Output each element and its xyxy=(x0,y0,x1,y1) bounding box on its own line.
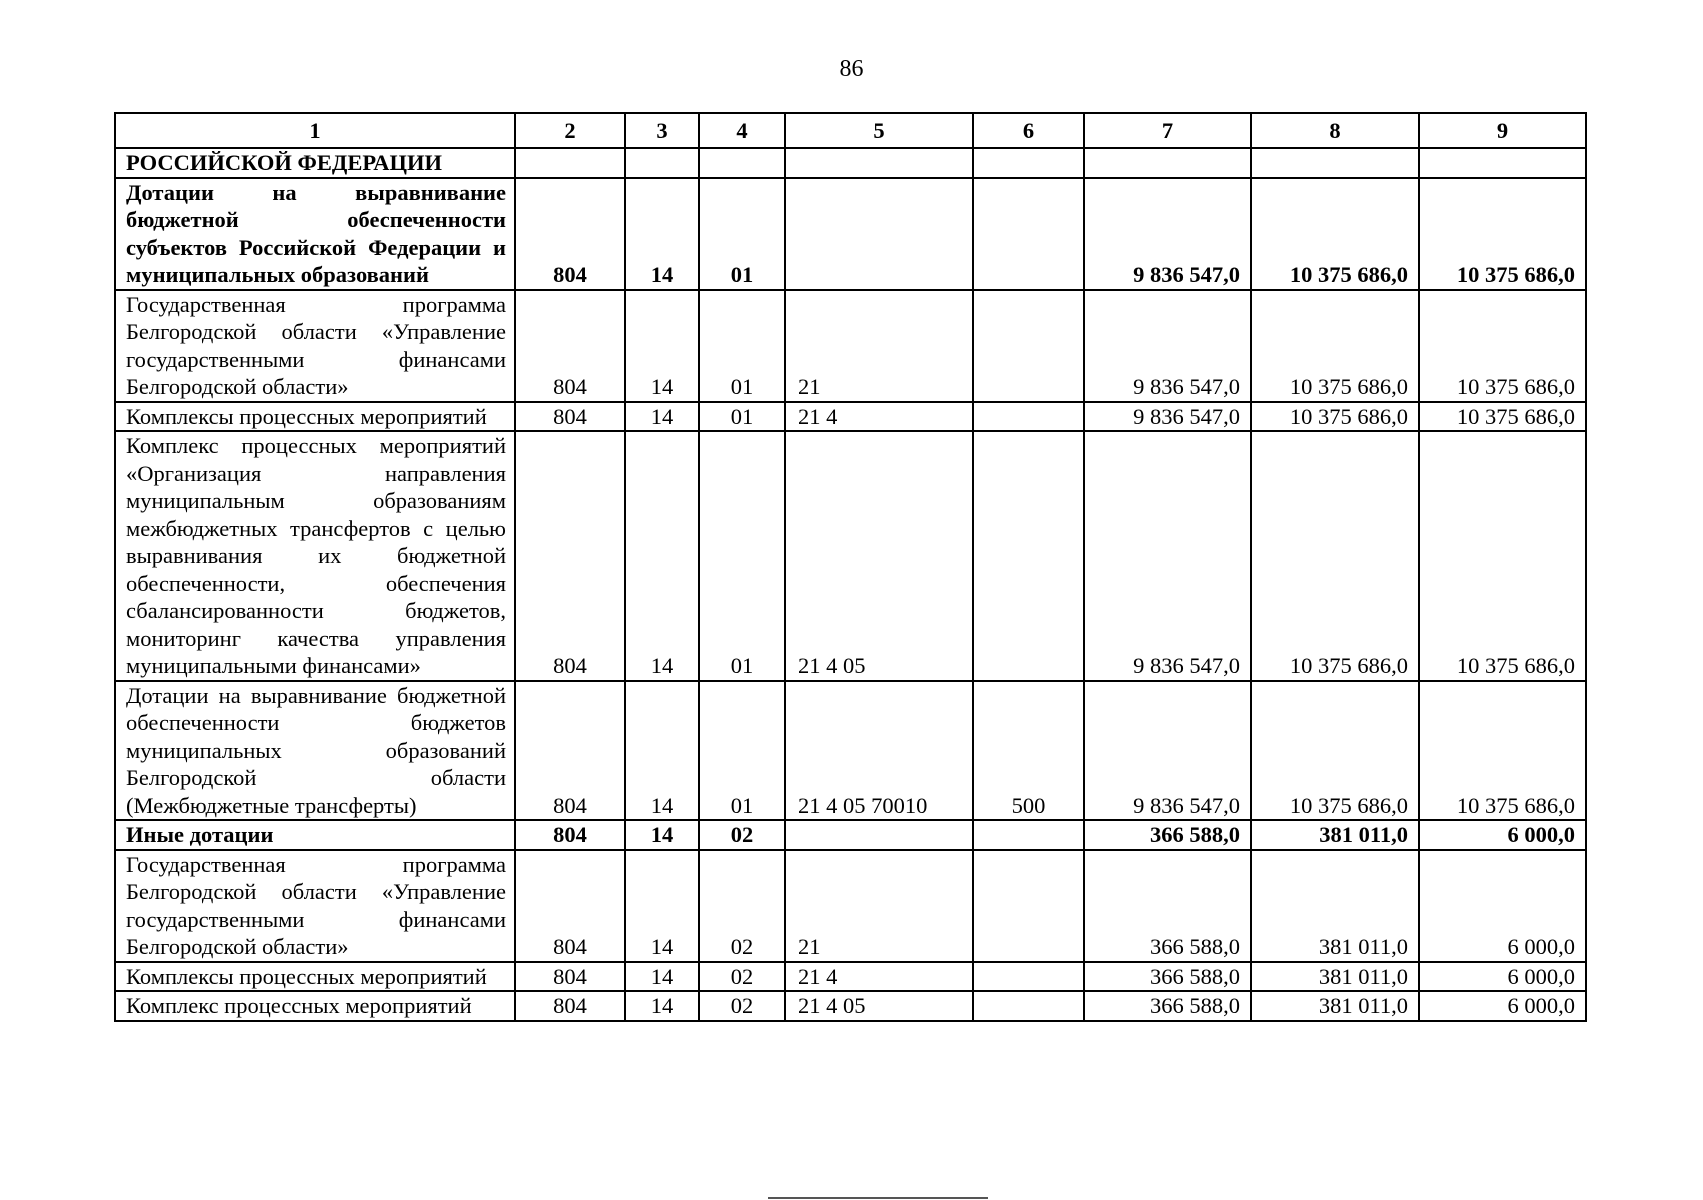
cell-name: Комплексы процессных мероприятий xyxy=(115,962,515,992)
cell-name: Иные дотации xyxy=(115,820,515,850)
header-row xyxy=(115,113,1586,148)
column-header-1: 1 xyxy=(115,113,515,148)
cell-amount-8: 10 375 686,0 xyxy=(1251,402,1419,432)
column-header-7: 7 xyxy=(1084,113,1251,148)
cell-code-5: 21 xyxy=(785,290,973,402)
cell-code-3: 14 xyxy=(625,962,699,992)
cell-code-5: 21 4 xyxy=(785,402,973,432)
cell-amount-7: 9 836 547,0 xyxy=(1084,178,1251,290)
column-header-2: 2 xyxy=(515,113,625,148)
cell-amount-9: 6 000,0 xyxy=(1419,850,1586,962)
cell-amount-9 xyxy=(1419,148,1586,178)
cell-amount-8 xyxy=(1251,148,1419,178)
cell-name: Дотации на выравнивание бюджетной обеспеченности бюджетов муниципальных образований Белгородской области (Межбюджетные трансферты) xyxy=(115,681,515,821)
cell-amount-9: 10 375 686,0 xyxy=(1419,402,1586,432)
cell-code-2: 804 xyxy=(515,178,625,290)
cell-amount-7: 366 588,0 xyxy=(1084,820,1251,850)
cell-name: Комплекс процессных мероприятий xyxy=(115,991,515,1021)
cell-code-2: 804 xyxy=(515,431,625,681)
table-row xyxy=(115,991,1586,1021)
cell-amount-9: 10 375 686,0 xyxy=(1419,290,1586,402)
cell-code-3: 14 xyxy=(625,850,699,962)
cell-amount-8: 10 375 686,0 xyxy=(1251,290,1419,402)
cell-amount-9: 10 375 686,0 xyxy=(1419,178,1586,290)
cell-amount-7: 9 836 547,0 xyxy=(1084,431,1251,681)
page-number: 86 xyxy=(839,56,864,82)
table-row xyxy=(115,962,1586,992)
cell-name: Государственная программа Белгородской области «Управление государственными финансами Белгородской области» xyxy=(115,290,515,402)
cell-code-4: 01 xyxy=(699,290,785,402)
cell-amount-8: 381 011,0 xyxy=(1251,820,1419,850)
cell-amount-8: 381 011,0 xyxy=(1251,991,1419,1021)
table-row xyxy=(115,402,1586,432)
cell-code-6 xyxy=(973,431,1084,681)
cell-amount-7: 366 588,0 xyxy=(1084,991,1251,1021)
cell-amount-7: 9 836 547,0 xyxy=(1084,681,1251,821)
cell-amount-8: 10 375 686,0 xyxy=(1251,431,1419,681)
cell-code-2: 804 xyxy=(515,820,625,850)
cell-amount-8: 10 375 686,0 xyxy=(1251,178,1419,290)
cell-amount-9: 6 000,0 xyxy=(1419,820,1586,850)
cell-amount-7 xyxy=(1084,148,1251,178)
table-row xyxy=(115,290,1586,402)
cell-amount-8: 381 011,0 xyxy=(1251,962,1419,992)
cell-code-3 xyxy=(625,148,699,178)
cell-code-4: 01 xyxy=(699,431,785,681)
table-row xyxy=(115,681,1586,821)
cell-code-4: 02 xyxy=(699,962,785,992)
cell-amount-7: 9 836 547,0 xyxy=(1084,290,1251,402)
cell-code-3: 14 xyxy=(625,402,699,432)
cell-code-5: 21 4 05 xyxy=(785,431,973,681)
cell-amount-9: 6 000,0 xyxy=(1419,991,1586,1021)
cell-code-2: 804 xyxy=(515,681,625,821)
table-row xyxy=(115,178,1586,290)
cell-code-5: 21 4 xyxy=(785,962,973,992)
cell-amount-9: 6 000,0 xyxy=(1419,962,1586,992)
cell-code-6 xyxy=(973,850,1084,962)
table-row xyxy=(115,820,1586,850)
cell-amount-8: 10 375 686,0 xyxy=(1251,681,1419,821)
cell-code-2 xyxy=(515,148,625,178)
cell-code-2: 804 xyxy=(515,290,625,402)
cell-code-5 xyxy=(785,178,973,290)
budget-table xyxy=(114,112,1587,1022)
cell-code-6 xyxy=(973,962,1084,992)
cell-code-3: 14 xyxy=(625,290,699,402)
cell-amount-7: 9 836 547,0 xyxy=(1084,402,1251,432)
cell-code-3: 14 xyxy=(625,431,699,681)
cell-code-4: 01 xyxy=(699,402,785,432)
cell-code-2: 804 xyxy=(515,850,625,962)
cell-code-6 xyxy=(973,148,1084,178)
cell-code-2: 804 xyxy=(515,991,625,1021)
cell-code-5: 21 4 05 70010 xyxy=(785,681,973,821)
cell-code-4: 01 xyxy=(699,681,785,821)
cell-name: Комплексы процессных мероприятий xyxy=(115,402,515,432)
table-row xyxy=(115,850,1586,962)
cell-code-5 xyxy=(785,820,973,850)
cell-code-5: 21 xyxy=(785,850,973,962)
cell-code-4: 01 xyxy=(699,178,785,290)
cell-code-6 xyxy=(973,178,1084,290)
table-body xyxy=(115,113,1586,1021)
cell-code-5 xyxy=(785,148,973,178)
column-header-4: 4 xyxy=(699,113,785,148)
cell-code-3: 14 xyxy=(625,178,699,290)
cell-amount-8: 381 011,0 xyxy=(1251,850,1419,962)
cell-name: РОССИЙСКОЙ ФЕДЕРАЦИИ xyxy=(115,148,515,178)
cell-code-6 xyxy=(973,820,1084,850)
column-header-8: 8 xyxy=(1251,113,1419,148)
cell-code-3: 14 xyxy=(625,681,699,821)
cell-code-2: 804 xyxy=(515,402,625,432)
bottom-rule xyxy=(768,1197,988,1199)
cell-code-4: 02 xyxy=(699,820,785,850)
column-header-5: 5 xyxy=(785,113,973,148)
cell-code-6 xyxy=(973,991,1084,1021)
cell-amount-9: 10 375 686,0 xyxy=(1419,431,1586,681)
cell-name: Государственная программа Белгородской области «Управление государственными финансами Белгородской области» xyxy=(115,850,515,962)
cell-amount-9: 10 375 686,0 xyxy=(1419,681,1586,821)
cell-amount-7: 366 588,0 xyxy=(1084,962,1251,992)
cell-code-5: 21 4 05 xyxy=(785,991,973,1021)
column-header-9: 9 xyxy=(1419,113,1586,148)
column-header-3: 3 xyxy=(625,113,699,148)
cell-amount-7: 366 588,0 xyxy=(1084,850,1251,962)
cell-code-2: 804 xyxy=(515,962,625,992)
cell-name: Комплекс процессных мероприятий «Организация направления муниципальным образованиям межбюджетных трансфертов с целью выравнивания их бюджетной обеспеченности, обеспечения сбалансированности бюджетов, мониторинг качества управления муниципальными финансами» xyxy=(115,431,515,681)
table-row xyxy=(115,148,1586,178)
cell-code-6 xyxy=(973,402,1084,432)
cell-code-6 xyxy=(973,290,1084,402)
cell-code-3: 14 xyxy=(625,991,699,1021)
cell-code-6: 500 xyxy=(973,681,1084,821)
table-row xyxy=(115,431,1586,681)
cell-code-4: 02 xyxy=(699,850,785,962)
column-header-6: 6 xyxy=(973,113,1084,148)
cell-code-4: 02 xyxy=(699,991,785,1021)
cell-code-3: 14 xyxy=(625,820,699,850)
cell-name: Дотации на выравнивание бюджетной обеспеченности субъектов Российской Федерации и муниципальных образований xyxy=(115,178,515,290)
cell-code-4 xyxy=(699,148,785,178)
